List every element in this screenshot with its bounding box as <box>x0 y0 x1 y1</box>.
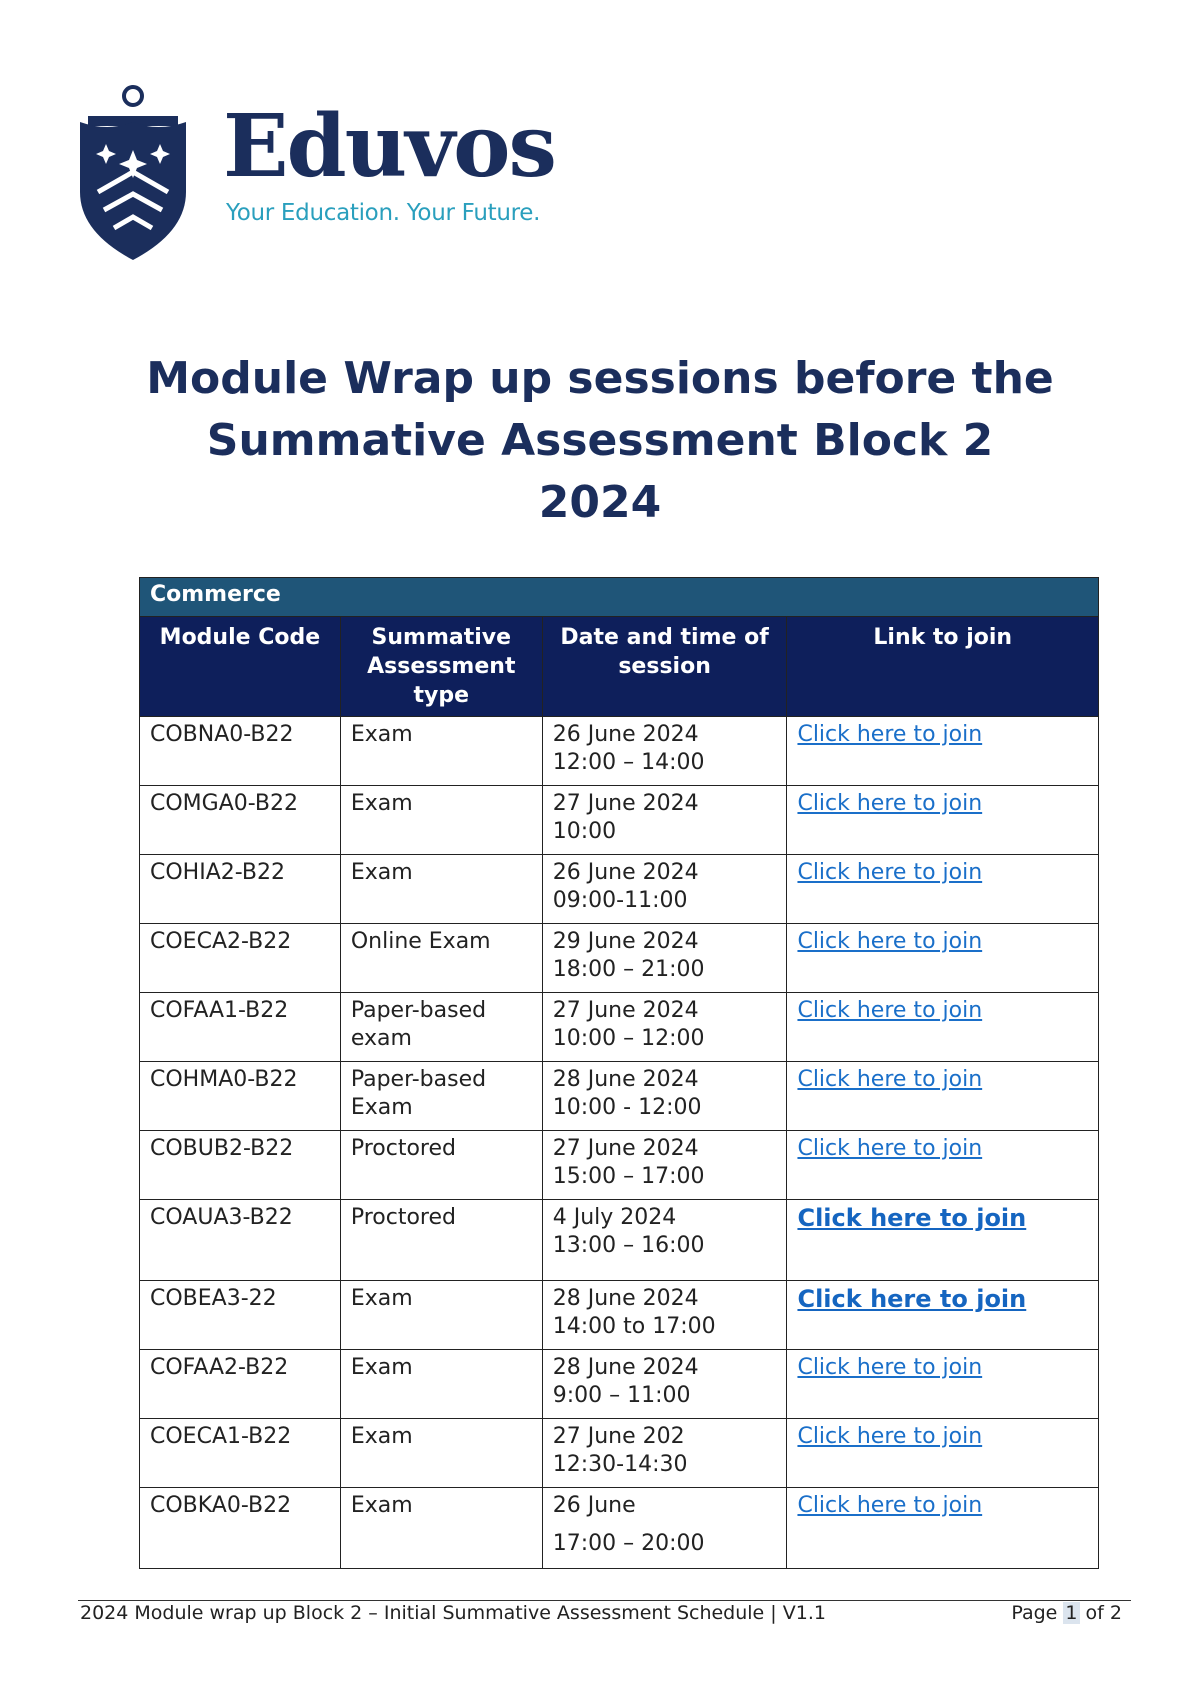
header-link: Link to join <box>787 617 1099 717</box>
join-link[interactable]: Click here to join <box>797 1067 983 1092</box>
current-page: 1 <box>1065 1602 1078 1624</box>
section-title: Commerce <box>140 578 1099 617</box>
join-cell <box>787 1419 1099 1488</box>
join-cell <box>787 855 1099 924</box>
join-cell <box>787 717 1099 786</box>
session-datetime: 28 June 2024 14:00 to 17:00 <box>542 1281 787 1350</box>
module-code: COHMA0-B22 <box>140 1062 341 1131</box>
join-link[interactable]: Click here to join <box>797 1493 983 1518</box>
join-cell <box>787 993 1099 1062</box>
title-line-1: Module Wrap up sessions before the <box>146 353 1054 404</box>
module-code: COFAA2-B22 <box>140 1350 341 1419</box>
join-cell <box>787 924 1099 993</box>
brand-name: Eduvos <box>223 96 555 197</box>
assessment-type: Exam <box>340 786 542 855</box>
assessment-type: Paper-based Exam <box>340 1062 542 1131</box>
table-row <box>140 924 1099 993</box>
module-code: COBUB2-B22 <box>140 1131 341 1200</box>
page-title <box>60 348 1140 534</box>
table-row <box>140 1281 1099 1350</box>
title-line-2: Summative Assessment Block 2 <box>206 415 994 466</box>
join-cell <box>787 786 1099 855</box>
module-code: COBKA0-B22 <box>140 1488 341 1569</box>
session-datetime: 27 June 2024 10:00 – 12:00 <box>542 993 787 1062</box>
eduvos-logo <box>78 82 598 262</box>
session-datetime: 26 June 2024 09:00-11:00 <box>542 855 787 924</box>
table-row <box>140 1131 1099 1200</box>
table-row <box>140 1350 1099 1419</box>
join-link[interactable]: Click here to join <box>797 1204 1027 1232</box>
assessment-type: Paper-based exam <box>340 993 542 1062</box>
table-row <box>140 1200 1099 1281</box>
footer-text: 2024 Module wrap up Block 2 – Initial Summative Assessment Schedule | V1.1 <box>80 1602 826 1624</box>
join-link[interactable]: Click here to join <box>797 791 983 816</box>
section-header-row <box>140 578 1099 617</box>
header-date-time: Date and time of session <box>542 617 787 717</box>
table-row <box>140 717 1099 786</box>
table-row <box>140 786 1099 855</box>
join-link[interactable]: Click here to join <box>797 1424 983 1449</box>
assessment-type: Proctored <box>340 1131 542 1200</box>
join-cell <box>787 1062 1099 1131</box>
table-row <box>140 1419 1099 1488</box>
assessment-type: Exam <box>340 1488 542 1569</box>
assessment-type: Proctored <box>340 1200 542 1281</box>
session-datetime: 28 June 2024 10:00 - 12:00 <box>542 1062 787 1131</box>
join-link[interactable]: Click here to join <box>797 1136 983 1161</box>
footer-divider <box>78 1600 1131 1601</box>
join-link[interactable]: Click here to join <box>797 860 983 885</box>
column-header-row <box>140 617 1099 717</box>
module-code: COAUA3-B22 <box>140 1200 341 1281</box>
module-code: COECA1-B22 <box>140 1419 341 1488</box>
join-link[interactable]: Click here to join <box>797 1355 983 1380</box>
join-link[interactable]: Click here to join <box>797 929 983 954</box>
header-module-code: Module Code <box>140 617 341 717</box>
assessment-type: Exam <box>340 855 542 924</box>
session-datetime: 4 July 2024 13:00 – 16:00 <box>542 1200 787 1281</box>
table-row <box>140 993 1099 1062</box>
title-line-3: 2024 <box>538 477 662 528</box>
assessment-type: Exam <box>340 1350 542 1419</box>
join-cell <box>787 1350 1099 1419</box>
assessment-type: Online Exam <box>340 924 542 993</box>
assessment-type: Exam <box>340 1281 542 1350</box>
join-link[interactable]: Click here to join <box>797 1285 1027 1313</box>
header-assessment-type: Summative Assessment type <box>340 617 542 717</box>
session-datetime: 26 June 17:00 – 20:00 <box>542 1488 787 1569</box>
module-code: COHIA2-B22 <box>140 855 341 924</box>
table-row <box>140 1062 1099 1131</box>
join-link[interactable]: Click here to join <box>797 722 983 747</box>
join-cell <box>787 1488 1099 1569</box>
session-datetime: 27 June 2024 15:00 – 17:00 <box>542 1131 787 1200</box>
session-datetime: 29 June 2024 18:00 – 21:00 <box>542 924 787 993</box>
join-cell <box>787 1131 1099 1200</box>
module-code: COMGA0-B22 <box>140 786 341 855</box>
assessment-type: Exam <box>340 1419 542 1488</box>
schedule-table <box>139 577 1099 1569</box>
module-code: COBNA0-B22 <box>140 717 341 786</box>
session-datetime: 26 June 2024 12:00 – 14:00 <box>542 717 787 786</box>
table-row <box>140 1488 1099 1569</box>
join-link[interactable]: Click here to join <box>797 998 983 1023</box>
session-datetime: 28 June 2024 9:00 – 11:00 <box>542 1350 787 1419</box>
shield-crest-icon <box>78 82 188 262</box>
brand-tagline: Your Education. Your Future. <box>226 200 541 226</box>
assessment-type: Exam <box>340 717 542 786</box>
session-datetime: 27 June 202 12:30-14:30 <box>542 1419 787 1488</box>
join-cell <box>787 1200 1099 1281</box>
table-row <box>140 855 1099 924</box>
module-code: COFAA1-B22 <box>140 993 341 1062</box>
module-code: COBEA3-22 <box>140 1281 341 1350</box>
page-number: Page 1 of 2 <box>1011 1602 1122 1624</box>
session-datetime: 27 June 2024 10:00 <box>542 786 787 855</box>
module-code: COECA2-B22 <box>140 924 341 993</box>
join-cell <box>787 1281 1099 1350</box>
